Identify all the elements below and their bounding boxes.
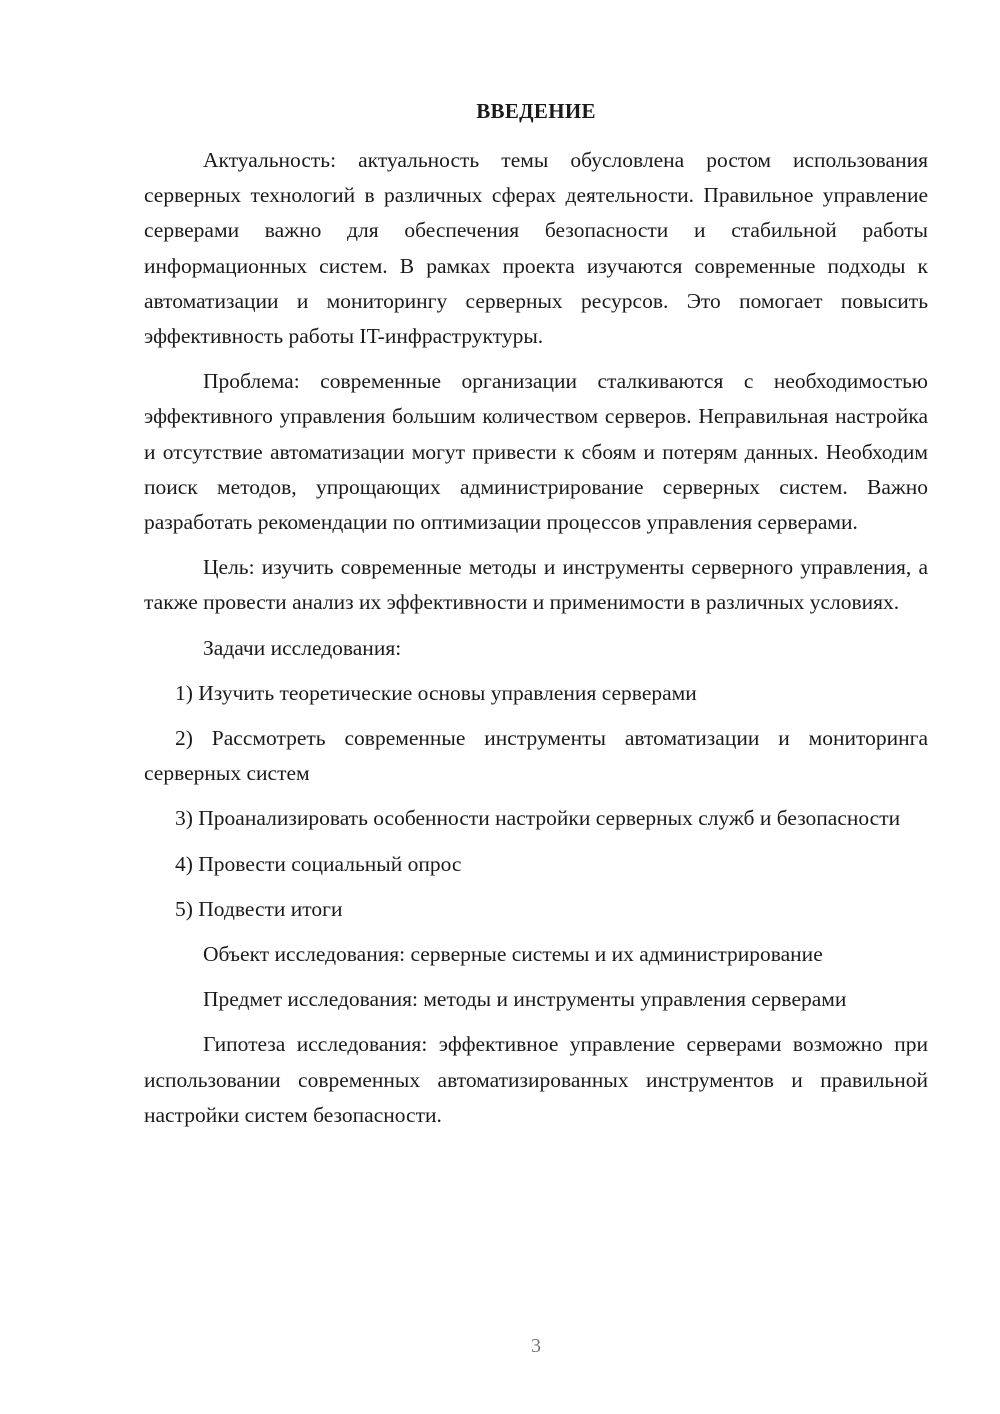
page-number: 3 xyxy=(531,1335,541,1357)
task-item-3: 3) Проанализировать особенности настройки серверных служб и безопасности xyxy=(175,806,901,831)
paragraph-hypothesis: Гипотеза исследования: эффективное управление серверами возможно при использовании современных автоматизированных инструментов и правильной настройки систем безопасности. xyxy=(144,1032,928,1127)
paragraph-subject: Предмет исследования: методы и инструменты управления серверами xyxy=(203,987,847,1012)
paragraph-relevance: Актуальность: актуальность темы обусловлена ростом использования серверных технологий в различных сферах деятельности. Правильное управление серверами важно для обеспечения безопасности и стабильной работы информационных систем. В рамках проекта изучаются современные подходы к автоматизации и мониторингу серверных ресурсов. Это помогает повысить эффективность работы IT-инфраструктуры. xyxy=(144,148,928,349)
section-title: ВВЕДЕНИЕ xyxy=(476,99,596,123)
task-item-2: 2) Рассмотреть современные инструменты автоматизации и мониторинга серверных систем xyxy=(144,726,928,786)
paragraph-object: Объект исследования: серверные системы и их администрирование xyxy=(203,942,823,967)
document-body xyxy=(144,143,928,1133)
task-item-5: 5) Подвести итоги xyxy=(175,896,343,921)
task-item-4: 4) Провести социальный опрос xyxy=(175,851,462,876)
paragraph-problem: Проблема: современные организации сталкиваются с необходимостью эффективного управления большим количеством серверов. Неправильная настройка и отсутствие автоматизации могут привести к сбоям и потерям данных. Необходим поиск методов, упрощающих администрирование серверных систем. Важно разработать рекомендации по оптимизации процессов управления серверами. xyxy=(144,369,928,535)
tasks-heading: Задачи исследования: xyxy=(203,635,402,660)
paragraph-goal: Цель: изучить современные методы и инструменты серверного управления, а также провести анализ их эффективности и применимости в различных условиях. xyxy=(144,555,928,615)
task-item-1: 1) Изучить теоретические основы управления серверами xyxy=(175,680,697,705)
